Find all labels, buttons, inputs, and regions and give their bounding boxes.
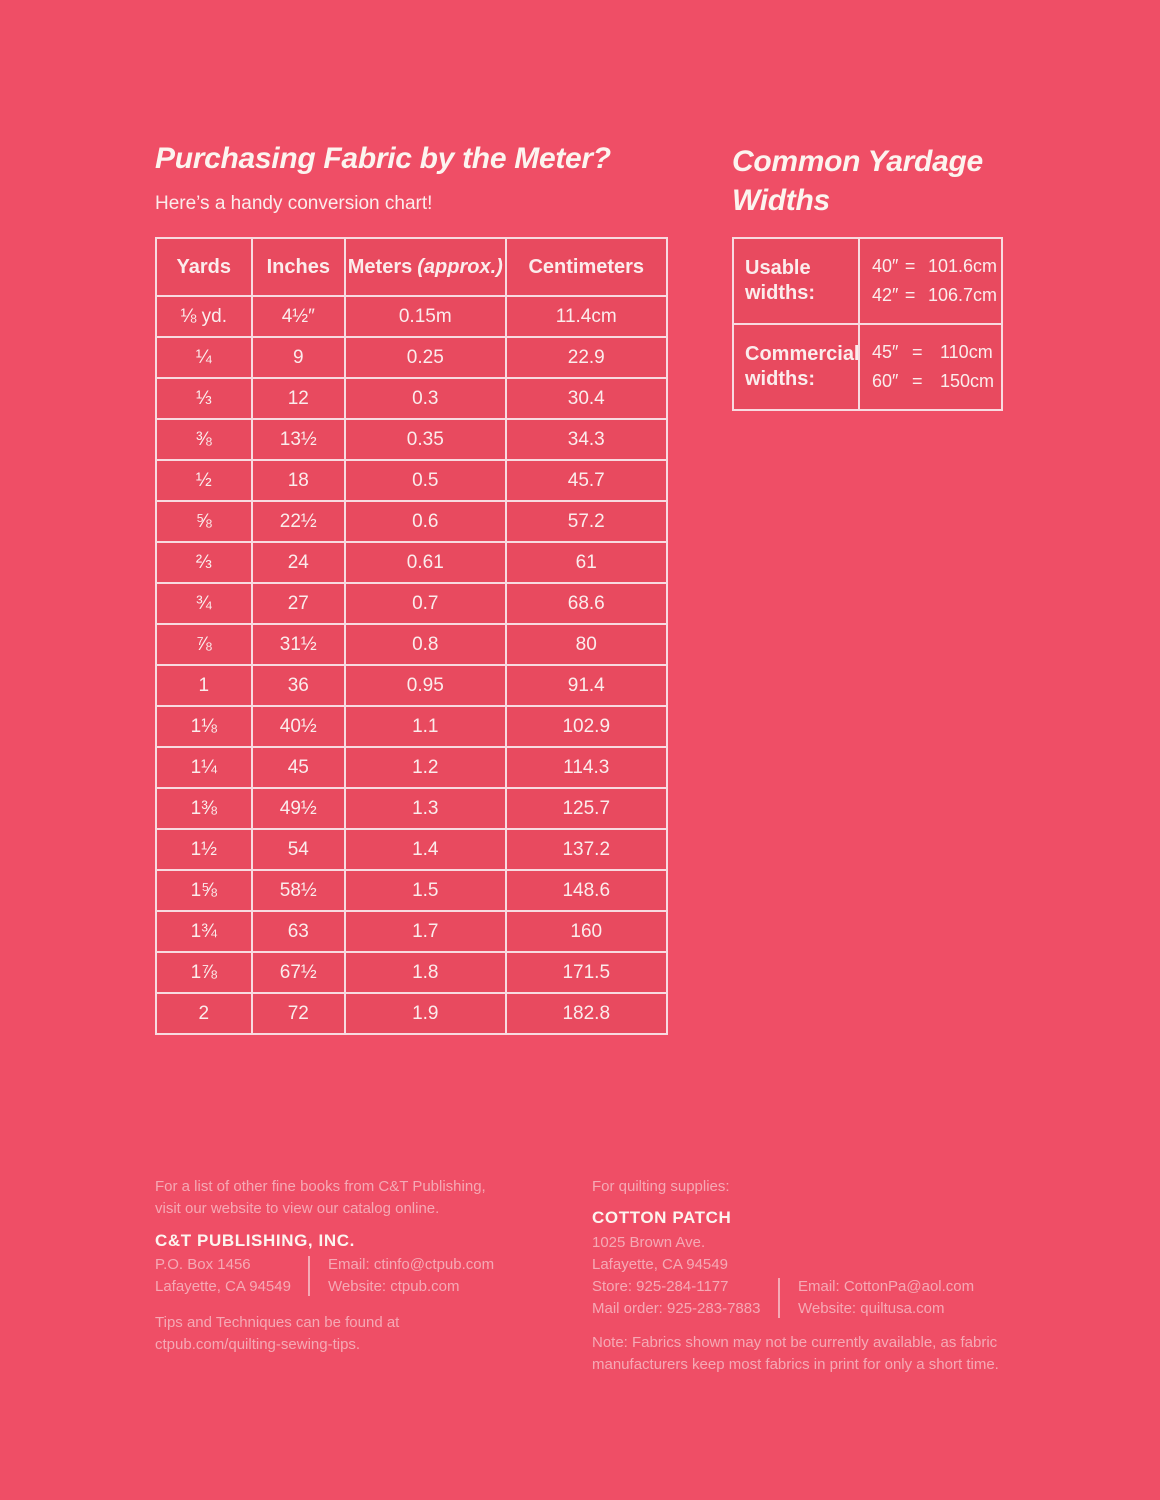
cell-meters: 1.9 (345, 993, 505, 1034)
cell-centimeters: 137.2 (506, 829, 668, 870)
cell-inches: 67½ (252, 952, 346, 993)
conversion-row (156, 870, 667, 911)
widths-entry-inches: 60″ (872, 371, 899, 391)
cell-meters: 0.5 (345, 460, 505, 501)
footer-left-divider (308, 1256, 310, 1296)
footer-left-company: C&T PUBLISHING, INC. (155, 1231, 355, 1250)
footer-right-address-line1: 1025 Brown Ave. (592, 1234, 706, 1251)
conversion-row (156, 337, 667, 378)
widths-entry (872, 252, 997, 281)
cell-meters: 0.6 (345, 501, 505, 542)
cell-centimeters: 61 (506, 542, 668, 583)
conversion-row (156, 706, 667, 747)
cell-yards: ⅛ yd. (156, 296, 252, 337)
footer-right-company: COTTON PATCH (592, 1208, 732, 1227)
equals-sign: = (904, 256, 916, 276)
conversion-row (156, 952, 667, 993)
cell-inches: 9 (252, 337, 346, 378)
cell-yards: ¾ (156, 583, 252, 624)
page-subtitle: Here’s a handy conversion chart! (155, 193, 433, 214)
footer-right-phone-line2: Mail order: 925-283-7883 (592, 1300, 761, 1317)
footer-right-address-block (592, 1232, 974, 1320)
cell-centimeters: 30.4 (506, 378, 668, 419)
footer-left-contact (328, 1254, 494, 1298)
cell-centimeters: 45.7 (506, 460, 668, 501)
footer-right-phones (592, 1276, 778, 1320)
cell-meters: 0.15m (345, 296, 505, 337)
cell-centimeters: 182.8 (506, 993, 668, 1034)
footer-left-tips-line1: Tips and Techniques can be found at (155, 1314, 400, 1331)
widths-label: Usable widths: (733, 238, 859, 324)
conversion-row (156, 993, 667, 1034)
cell-inches: 12 (252, 378, 346, 419)
cell-meters: 1.5 (345, 870, 505, 911)
conversion-table-body (156, 296, 667, 1034)
cell-inches: 36 (252, 665, 346, 706)
footer-left-intro (155, 1176, 486, 1220)
cell-meters: 0.3 (345, 378, 505, 419)
cell-centimeters: 125.7 (506, 788, 668, 829)
footer-left-tips (155, 1312, 399, 1356)
cell-yards: 1¼ (156, 747, 252, 788)
widths-entry (872, 367, 997, 396)
widths-entry-cm: 101.6cm (927, 256, 997, 276)
cell-yards: ⅝ (156, 501, 252, 542)
widths-values (859, 324, 1002, 410)
conversion-row (156, 583, 667, 624)
footer-right-note-line1: Note: Fabrics shown may not be currently available, as fabric (592, 1334, 998, 1351)
cell-meters: 0.35 (345, 419, 505, 460)
footer-right-note-line2: manufacturers keep most fabrics in print for only a short time. (592, 1356, 999, 1373)
col-header-meters-note: (approx.) (417, 255, 503, 278)
widths-entry-cm: 110cm (940, 342, 993, 362)
cell-centimeters: 68.6 (506, 583, 668, 624)
footer-right-divider (778, 1278, 780, 1318)
equals-sign: = (912, 371, 923, 391)
sidebar-title-line1: Common Yardage (732, 145, 983, 178)
cell-yards: ¼ (156, 337, 252, 378)
conversion-row (156, 747, 667, 788)
cell-meters: 0.7 (345, 583, 505, 624)
widths-table-body (733, 238, 1002, 410)
cell-inches: 4½″ (252, 296, 346, 337)
cell-inches: 63 (252, 911, 346, 952)
footer-left-address (155, 1254, 308, 1298)
cell-centimeters: 171.5 (506, 952, 668, 993)
conversion-row (156, 788, 667, 829)
widths-label: Commercial widths: (733, 324, 859, 410)
cell-inches: 54 (252, 829, 346, 870)
cell-centimeters: 160 (506, 911, 668, 952)
cell-meters: 1.1 (345, 706, 505, 747)
cell-centimeters: 11.4cm (506, 296, 668, 337)
footer-right-intro: For quilting supplies: (592, 1178, 730, 1195)
cell-meters: 1.3 (345, 788, 505, 829)
footer-left-intro-line2: visit our website to view our catalog online. (155, 1200, 440, 1217)
conversion-row (156, 624, 667, 665)
page-title: Purchasing Fabric by the Meter? (155, 142, 611, 175)
cell-meters: 1.8 (345, 952, 505, 993)
conversion-row (156, 542, 667, 583)
cell-inches: 49½ (252, 788, 346, 829)
cell-inches: 27 (252, 583, 346, 624)
cell-yards: ⅓ (156, 378, 252, 419)
widths-values (859, 238, 1002, 324)
cell-meters: 1.4 (345, 829, 505, 870)
footer-left-tips-line2: ctpub.com/quilting-sewing-tips. (155, 1336, 361, 1353)
footer-left-intro-line1: For a list of other fine books from C&T Publishing, (155, 1178, 486, 1195)
cell-inches: 18 (252, 460, 346, 501)
cell-yards: 1⅛ (156, 706, 252, 747)
widths-row (733, 238, 1002, 324)
col-header-meters-label: Meters (347, 255, 413, 278)
widths-entry-inches: 42″ (872, 285, 899, 305)
equals-sign: = (904, 285, 916, 305)
conversion-row (156, 460, 667, 501)
cell-centimeters: 114.3 (506, 747, 668, 788)
cell-meters: 0.95 (345, 665, 505, 706)
footer-right-contact (798, 1276, 974, 1320)
cell-centimeters: 22.9 (506, 337, 668, 378)
conversion-table (155, 237, 668, 1035)
footer-right-note (592, 1332, 999, 1376)
cell-centimeters: 148.6 (506, 870, 668, 911)
cell-yards: ½ (156, 460, 252, 501)
conversion-row (156, 419, 667, 460)
conversion-row (156, 378, 667, 419)
cell-meters: 0.61 (345, 542, 505, 583)
cell-centimeters: 80 (506, 624, 668, 665)
widths-entry-cm: 106.7cm (927, 285, 997, 305)
footer-right-phone-line1: Store: 925-284-1177 (592, 1278, 729, 1295)
cell-inches: 22½ (252, 501, 346, 542)
cell-meters: 0.25 (345, 337, 505, 378)
widths-entry (872, 338, 997, 367)
cell-yards: ⅞ (156, 624, 252, 665)
cell-inches: 72 (252, 993, 346, 1034)
conversion-row (156, 829, 667, 870)
cell-yards: 1 (156, 665, 252, 706)
widths-entry-cm: 150cm (940, 371, 995, 391)
footer-right-website: Website: quiltusa.com (798, 1300, 945, 1317)
cell-yards: 1½ (156, 829, 252, 870)
cell-yards: ⅜ (156, 419, 252, 460)
footer-left-address-line2: Lafayette, CA 94549 (155, 1278, 291, 1295)
footer-right-email: Email: CottonPa@aol.com (798, 1278, 975, 1295)
cell-inches: 58½ (252, 870, 346, 911)
cell-yards: 1¾ (156, 911, 252, 952)
cell-centimeters: 34.3 (506, 419, 668, 460)
col-header-yards: Yards (156, 238, 252, 296)
cell-inches: 24 (252, 542, 346, 583)
cell-yards: 1⅜ (156, 788, 252, 829)
conversion-header-row (156, 238, 667, 296)
col-header-centimeters: Centimeters (506, 238, 668, 296)
conversion-row (156, 911, 667, 952)
sidebar-title (732, 142, 983, 220)
cell-meters: 1.7 (345, 911, 505, 952)
cell-yards: 1⅞ (156, 952, 252, 993)
sidebar-title-line2: Widths (732, 184, 830, 217)
cell-inches: 13½ (252, 419, 346, 460)
cell-inches: 40½ (252, 706, 346, 747)
footer-right-address-line2: Lafayette, CA 94549 (592, 1256, 728, 1273)
footer-left-email: Email: ctinfo@ctpub.com (328, 1256, 495, 1273)
cell-meters: 1.2 (345, 747, 505, 788)
cell-yards: 2 (156, 993, 252, 1034)
cell-inches: 45 (252, 747, 346, 788)
footer-left-address-block (155, 1254, 494, 1298)
cell-yards: 1⅝ (156, 870, 252, 911)
footer-left-address-line1: P.O. Box 1456 (155, 1256, 251, 1273)
widths-row (733, 324, 1002, 410)
conversion-row (156, 665, 667, 706)
cell-centimeters: 57.2 (506, 501, 668, 542)
widths-table (732, 237, 1003, 411)
cell-inches: 31½ (252, 624, 346, 665)
equals-sign: = (912, 342, 923, 362)
conversion-row (156, 501, 667, 542)
footer-right-contact-columns (592, 1276, 974, 1320)
cell-centimeters: 91.4 (506, 665, 668, 706)
col-header-inches: Inches (252, 238, 346, 296)
cell-meters: 0.8 (345, 624, 505, 665)
conversion-row (156, 296, 667, 337)
widths-entry-inches: 45″ (872, 342, 899, 362)
widths-entry-inches: 40″ (872, 256, 899, 276)
col-header-meters (345, 238, 505, 296)
widths-entry (872, 281, 997, 310)
cell-centimeters: 102.9 (506, 706, 668, 747)
footer-left-website: Website: ctpub.com (328, 1278, 460, 1295)
cell-yards: ⅔ (156, 542, 252, 583)
